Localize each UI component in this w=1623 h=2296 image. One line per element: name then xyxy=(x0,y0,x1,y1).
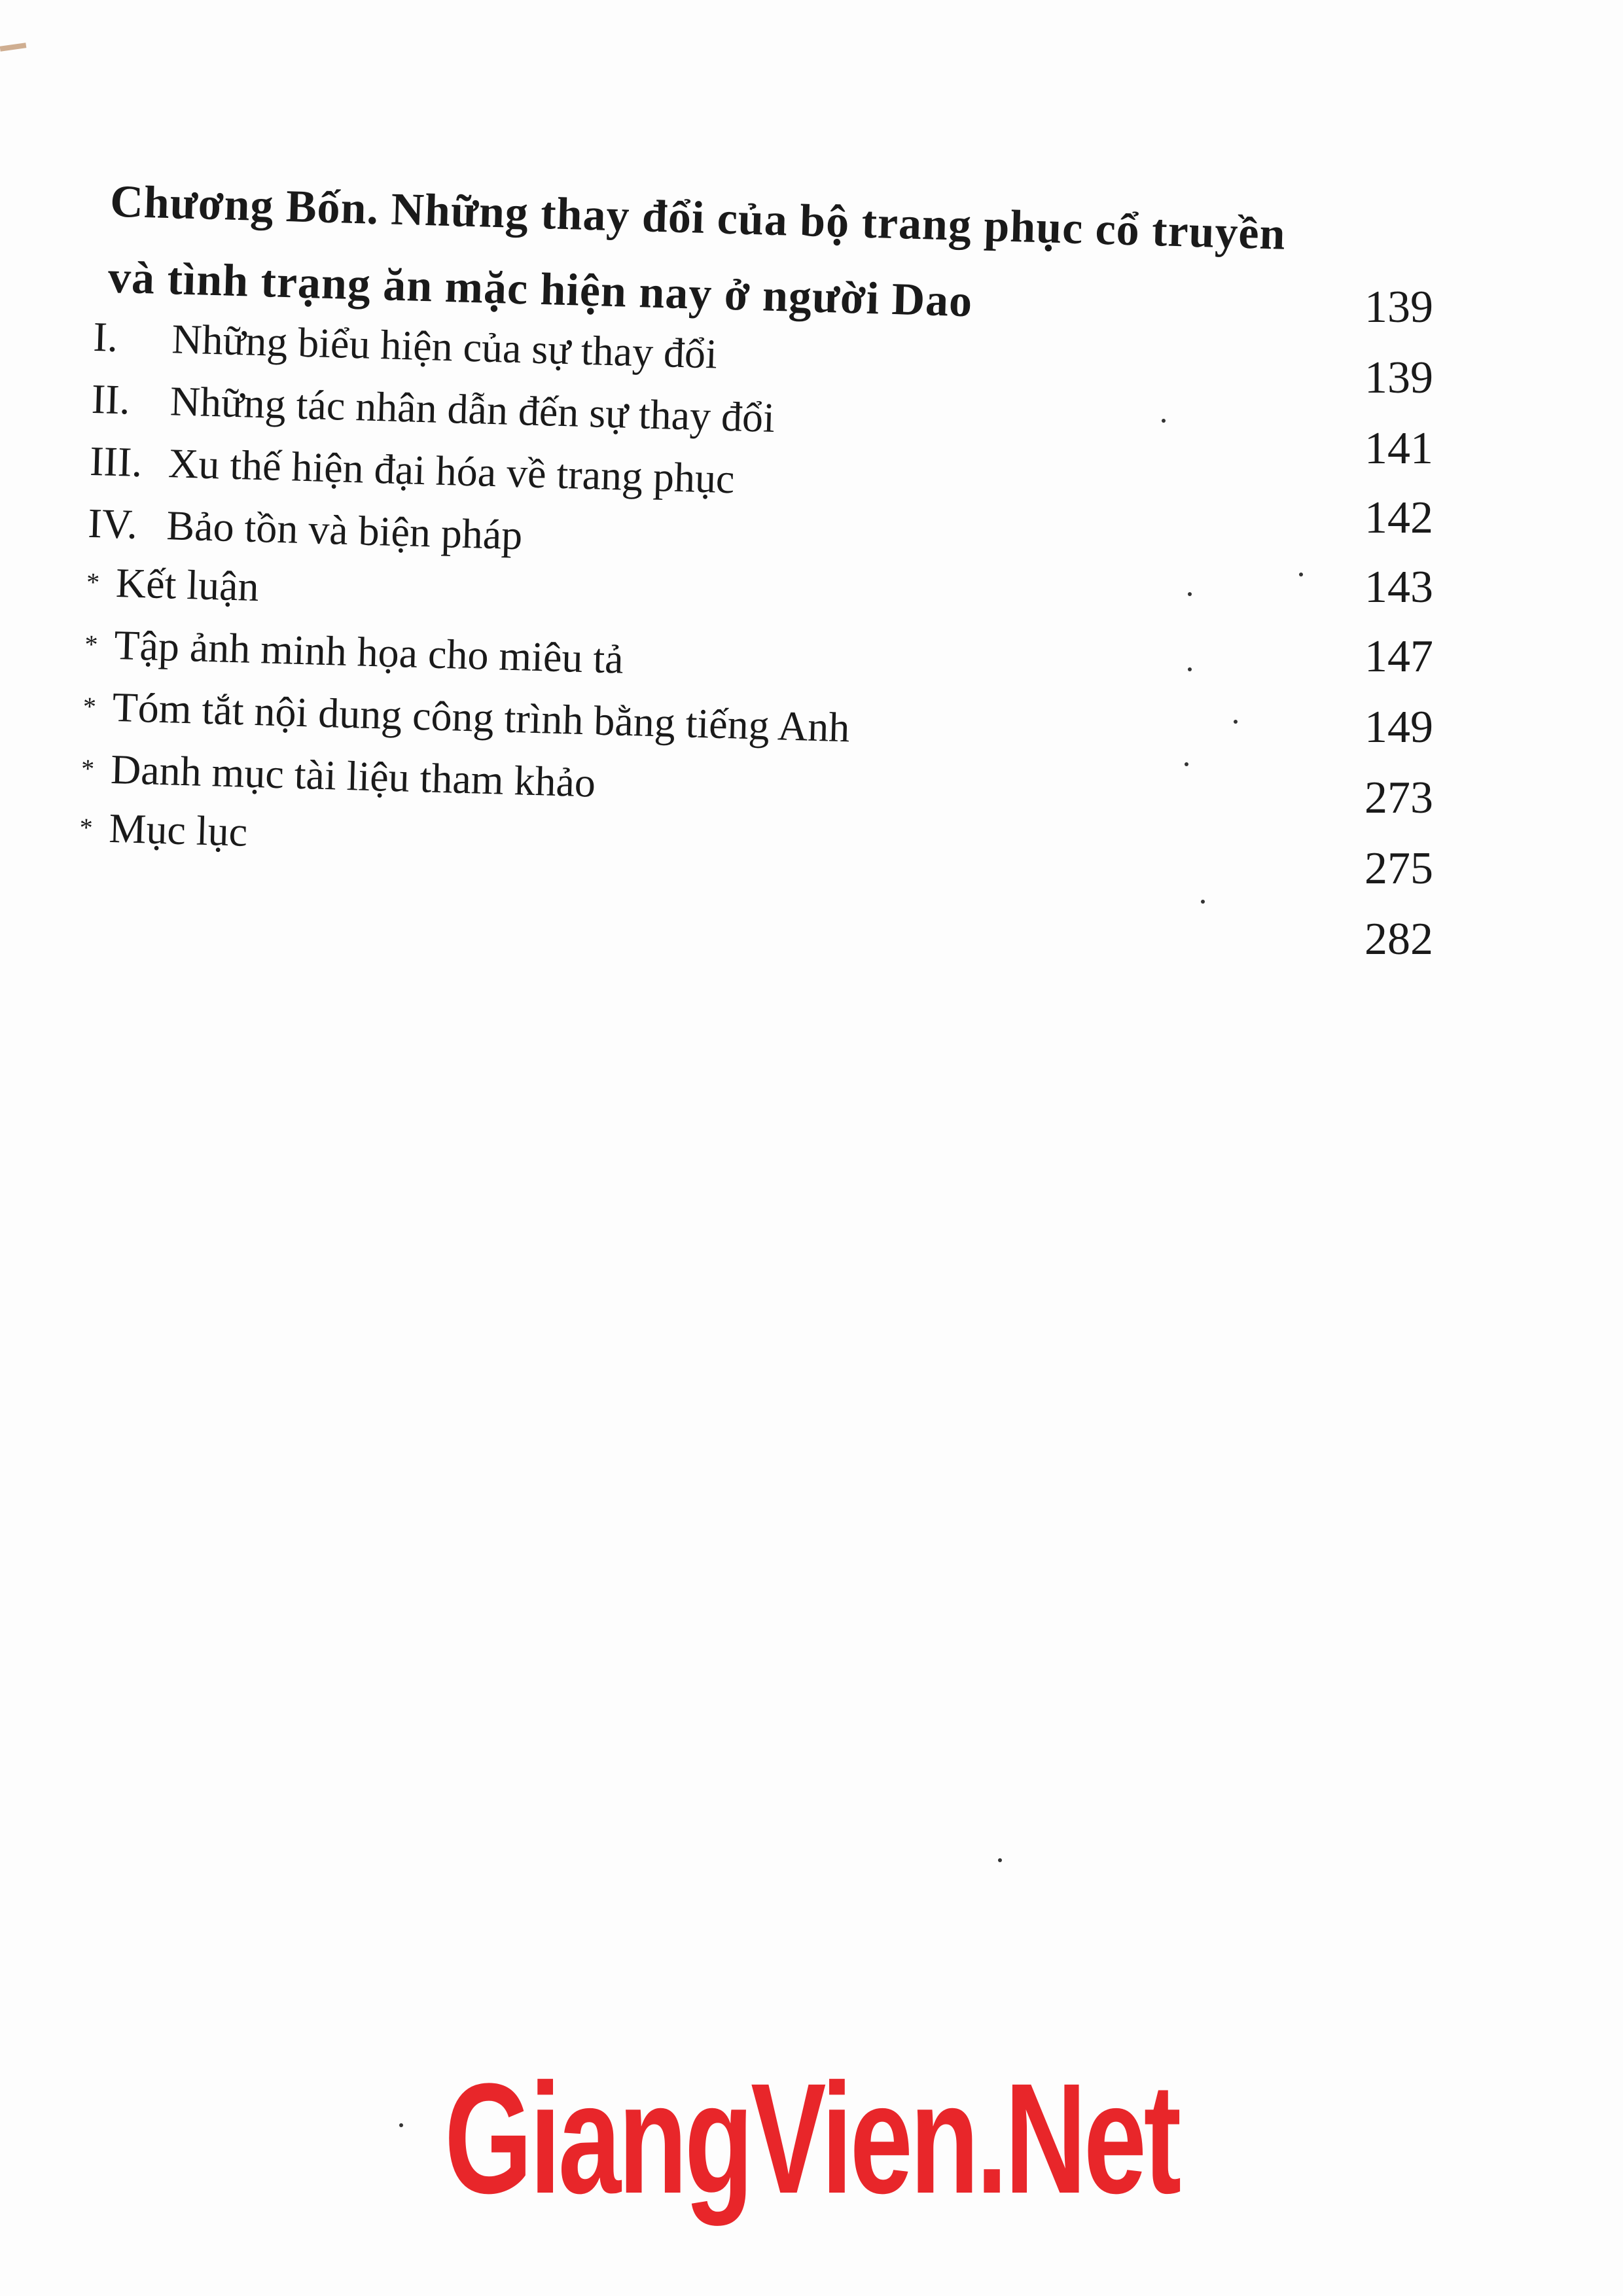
page-number: 143 xyxy=(1364,562,1433,612)
toc-entry-title: Tóm tắt nội dung công trình bằng tiếng Anh xyxy=(111,683,851,751)
chapter-heading-line-1: Chương Bốn. Những thay đổi của bộ trang phục cổ truyền xyxy=(109,176,1287,260)
table-of-contents xyxy=(75,164,1407,1050)
scan-edge-mark xyxy=(0,43,26,51)
page-number: 273 xyxy=(1364,773,1433,823)
toc-entry-marker: III. xyxy=(89,437,143,486)
toc-entry xyxy=(86,556,260,613)
toc-entry-title: Xu thế hiện đại hóa về trang phục xyxy=(168,440,736,503)
chapter-heading-line-2: và tình trạng ăn mặc hiện nay ở người Dao xyxy=(107,252,974,327)
scan-speck xyxy=(1162,419,1166,423)
scan-speck xyxy=(998,1858,1002,1862)
bullet-asterisk-icon: * xyxy=(86,567,100,597)
toc-entry-title: Danh mục tài liệu tham khảo xyxy=(110,745,596,806)
scan-speck xyxy=(1299,573,1303,576)
page-number: 147 xyxy=(1364,631,1433,682)
scan-speck xyxy=(1201,900,1205,904)
page-number: 139 xyxy=(1364,282,1433,332)
page-number: 282 xyxy=(1364,914,1433,964)
bullet-asterisk-icon: * xyxy=(79,812,94,843)
scan-speck xyxy=(1188,592,1192,596)
toc-entry-marker: II. xyxy=(90,375,131,423)
page-number: 142 xyxy=(1364,493,1433,543)
toc-entry xyxy=(82,680,851,754)
toc-entry xyxy=(84,618,624,686)
toc-entry xyxy=(89,435,735,505)
bullet-asterisk-icon: * xyxy=(84,629,99,660)
toc-entry-title: Tập ảnh minh họa cho miêu tả xyxy=(113,621,624,682)
page-number: 139 xyxy=(1364,353,1433,403)
toc-entry xyxy=(79,802,249,858)
bullet-asterisk-icon: * xyxy=(82,691,97,722)
toc-entry xyxy=(88,497,524,562)
scan-speck xyxy=(1185,762,1188,766)
page-number: 149 xyxy=(1364,702,1433,752)
toc-entry-title: Bảo tồn và biện pháp xyxy=(166,502,524,559)
scan-speck xyxy=(1188,667,1192,671)
toc-entry-title: Những tác nhân dẫn đến sự thay đổi xyxy=(169,378,776,442)
toc-entry-marker: IV. xyxy=(87,499,138,548)
page-number: 275 xyxy=(1364,843,1433,894)
toc-entry-title: Kết luận xyxy=(115,559,260,610)
bullet-asterisk-icon: * xyxy=(80,753,95,784)
page-number: 141 xyxy=(1364,423,1433,474)
toc-entry xyxy=(91,373,776,444)
scan-speck xyxy=(1234,720,1238,724)
toc-entry-marker: I. xyxy=(92,313,118,361)
toc-entry-title: Những biểu hiện của sự thay đổi xyxy=(171,315,718,378)
toc-entry xyxy=(80,743,596,809)
toc-entry-title: Mục lục xyxy=(108,804,249,855)
giangvien-watermark: GiangVien.Net xyxy=(444,2051,1179,2226)
